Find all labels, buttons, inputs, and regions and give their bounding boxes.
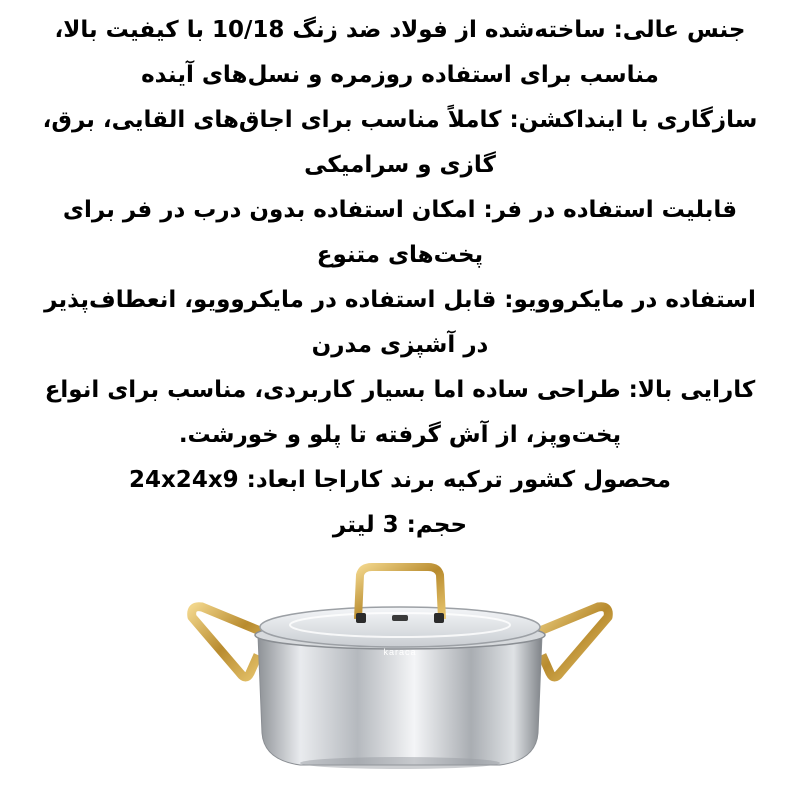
oven-text: قابلیت استفاده در فر: امکان استفاده بدون درب در فر برای پخت‌های متنوع xyxy=(62,197,738,268)
volume-text: حجم: 3 لیتر xyxy=(332,512,468,538)
pot-image xyxy=(180,555,620,795)
microwave-text: استفاده در مایکروویو: قابل استفاده در مایکروویو، انعطاف‌پذیر در آشپزی مدرن xyxy=(44,287,756,358)
left-handle xyxy=(192,607,265,677)
origin-dimensions-text: محصول کشور ترکیه برند کاراجا ابعاد: 24x24x9 xyxy=(128,467,672,493)
induction-text: سازگاری با اینداکشن: کاملاً مناسب برای اجاق‌های القایی، برق، گازی و سرامیکی xyxy=(42,107,758,178)
product-description xyxy=(40,8,760,548)
brand-mark: karaca xyxy=(383,647,417,657)
right-handle xyxy=(535,607,608,677)
material-text: جنس عالی: ساخته‌شده از فولاد ضد زنگ 10/18 با کیفیت بالا، مناسب برای استفاده روزمره و نسل‌های آینده xyxy=(54,17,746,88)
efficiency-text: کارایی بالا: طراحی ساده اما بسیار کاربردی، مناسب برای انواع پخت‌وپز، از آش گرفته تا پلو و خورشت. xyxy=(44,377,756,448)
